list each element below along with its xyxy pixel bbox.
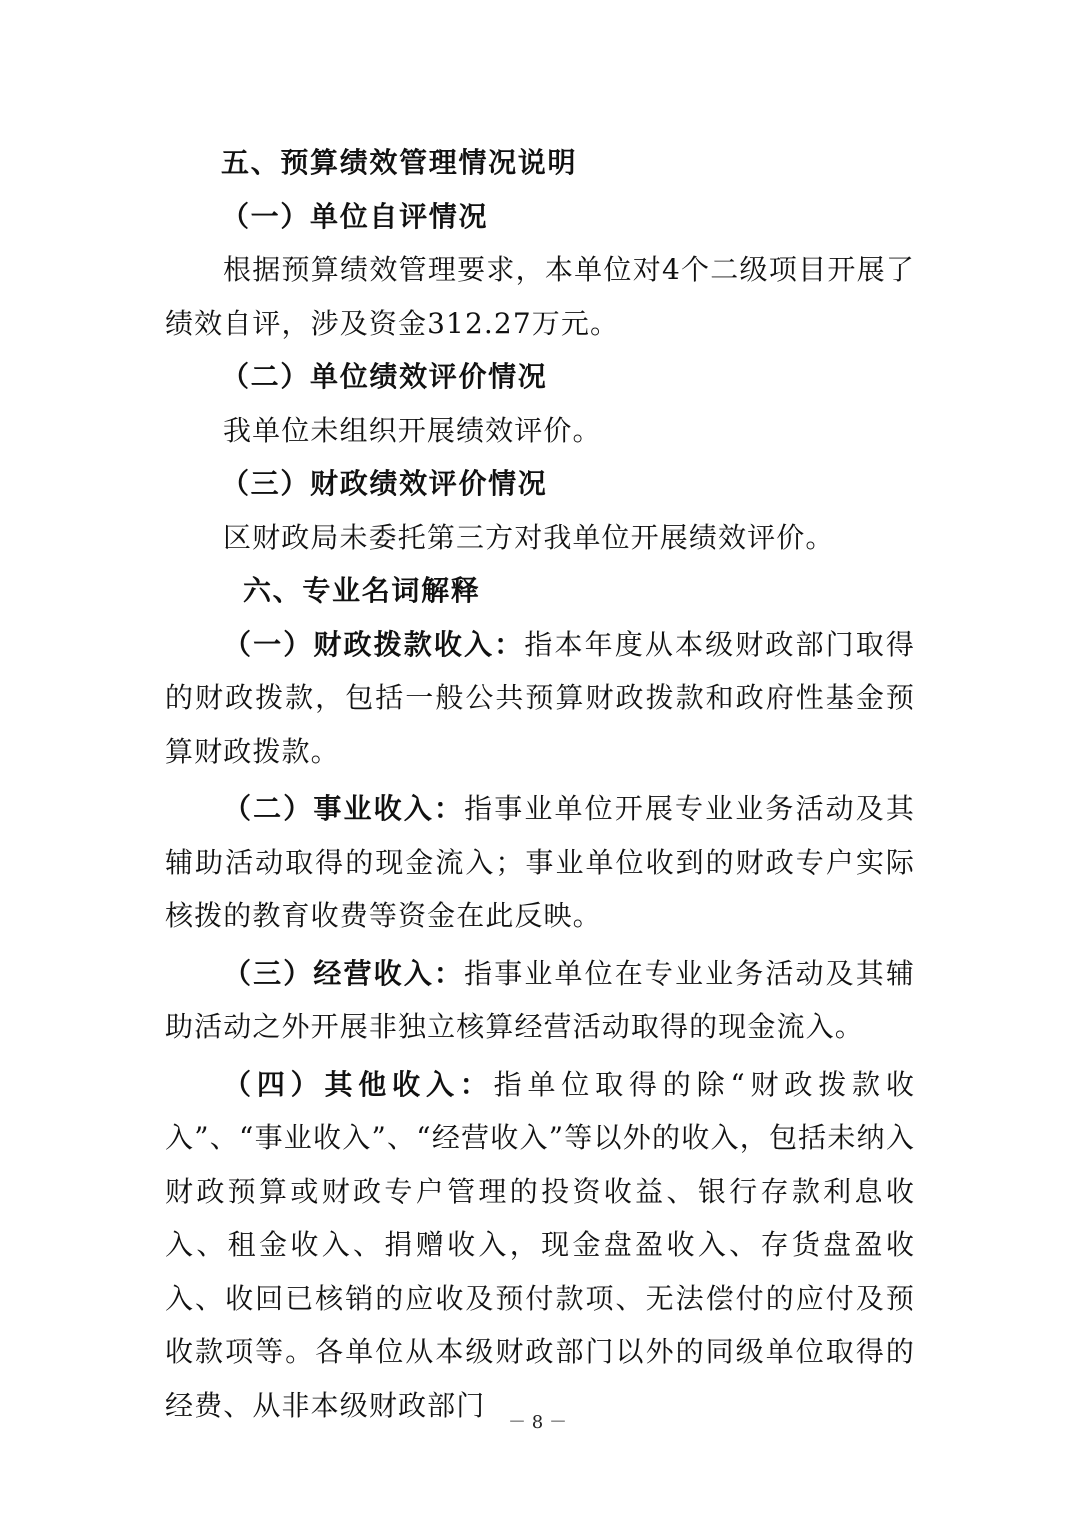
section5-sub1-heading: （一）单位自评情况 [221, 199, 489, 233]
glossary-item [165, 618, 915, 779]
section6-heading: 六、专业名词解释 [243, 574, 481, 607]
glossary-definition: 指事业单位开展专业业务活动及其辅助活动取得的现金流入；事业单位收到的财政专户实际核拨的教育收费等资金在此反映。 [165, 792, 916, 932]
glossary-definition: 指本年度从本级财政部门取得的财政拨款，包括一般公共预算财政拨款和政府性基金预算财政拨款。 [165, 627, 915, 768]
section5-sub3-body: 区财政局未委托第三方对我单位开展绩效评价。 [223, 520, 835, 554]
section5-heading: 五、预算绩效管理情况说明 [221, 146, 578, 179]
glossary-term: （二）事业收入 [223, 792, 434, 825]
section5-sub1-body: 根据预算绩效管理要求，本单位对4个二级项目开展了绩效自评，涉及资金312.27万元。 [165, 253, 915, 340]
glossary-colon: ： [433, 792, 465, 825]
glossary-item [165, 947, 915, 1054]
glossary-term: （一）财政拨款收入 [223, 627, 495, 661]
glossary-item [165, 782, 915, 943]
glossary-term: （四）其他收入 [223, 1067, 460, 1101]
glossary-item [165, 1058, 915, 1433]
glossary-colon: ： [494, 627, 525, 661]
glossary-definition: 指事业单位在专业业务活动及其辅助活动之外开展非独立核算经营活动取得的现金流入。 [165, 956, 916, 1043]
glossary-term: （三）经营收入 [223, 956, 434, 990]
page-content [165, 136, 915, 1432]
page-number: － 8 － [508, 1412, 567, 1433]
glossary-colon: ： [459, 1067, 494, 1101]
section5-sub2-body: 我单位未组织开展绩效评价。 [223, 413, 602, 447]
glossary-definition: 指单位取得的除“财政拨款收入”、“事业收入”、“经营收入”等以外的收入，包括未纳入财政预算或财政专户管理的投资收益、银行存款利息收入、租金收入、捐赠收入，现金盘盈收入、存货盘盈收入、收回已核销的应收及预付款项、无法偿付的应付及预收款项等。各单位从本级财政部门以外的同级单位取得的经费、从非本级财政部门 [165, 1067, 915, 1422]
section5-sub2-heading: （二）单位绩效评价情况 [221, 360, 548, 393]
glossary-colon: ： [433, 956, 465, 990]
section5-sub3-heading: （三）财政绩效评价情况 [221, 467, 548, 500]
